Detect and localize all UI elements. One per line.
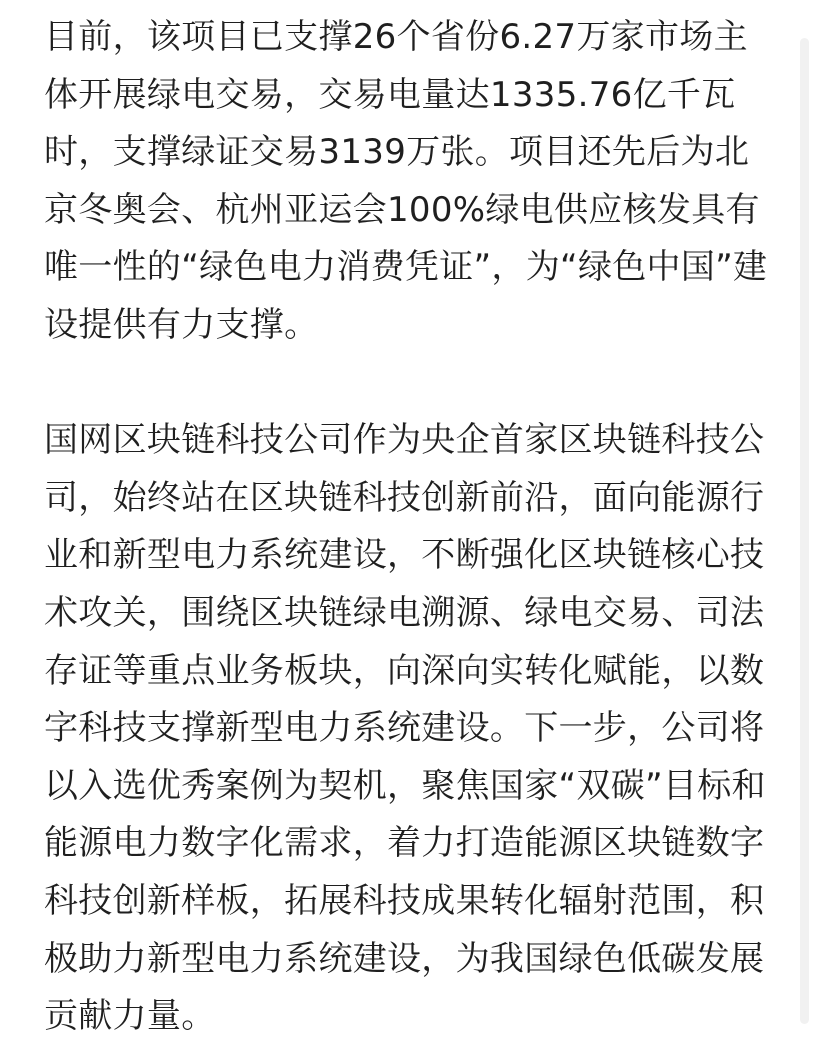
- paragraph: [44, 9, 784, 355]
- text-line: 目前，该项目已支撑26个省份6.27万家市场主: [44, 17, 748, 57]
- text-line: 能源电力数字化需求，着力打造能源区块链数字: [44, 823, 765, 864]
- text-line: 司，始终站在区块链科技创新前沿，面向能源行: [44, 477, 765, 518]
- text-line: 京冬奥会、杭州亚运会100%绿电供应核发具有: [44, 189, 760, 230]
- text-line: 体开展绿电交易，交易电量达1335.76亿千瓦: [44, 74, 736, 115]
- paragraph: [44, 412, 784, 1046]
- paragraph-spacer: [44, 355, 784, 413]
- text-line: 术攻关，围绕区块链绿电溯源、绿电交易、司法: [44, 592, 765, 633]
- text-line: 设提供有力支撑。: [44, 304, 319, 345]
- text-line: 科技创新样板，拓展科技成果转化辐射范围，积: [44, 880, 765, 921]
- text-line: 时，支撑绿证交易3139万张。项目还先后为北: [44, 132, 750, 173]
- text-line: 极助力新型电力系统建设，为我国绿色低碳发展: [44, 938, 765, 979]
- text-line: 国网区块链科技公司作为央企首家区块链科技公: [44, 420, 765, 461]
- article-body: [44, 9, 784, 1046]
- text-line: 以入选优秀案例为契机，聚焦国家“双碳”目标和: [44, 765, 766, 806]
- text-line: 唯一性的“绿色电力消费凭证”，为“绿色中国”建: [44, 247, 768, 288]
- text-line: 业和新型电力系统建设，不断强化区块链核心技: [44, 535, 765, 576]
- text-line: 字科技支撑新型电力系统建设。下一步，公司将: [44, 708, 765, 749]
- text-line: 贡献力量。: [44, 996, 216, 1037]
- scrollbar[interactable]: [800, 38, 809, 1024]
- text-line: 存证等重点业务板块，向深向实转化赋能，以数: [44, 650, 765, 691]
